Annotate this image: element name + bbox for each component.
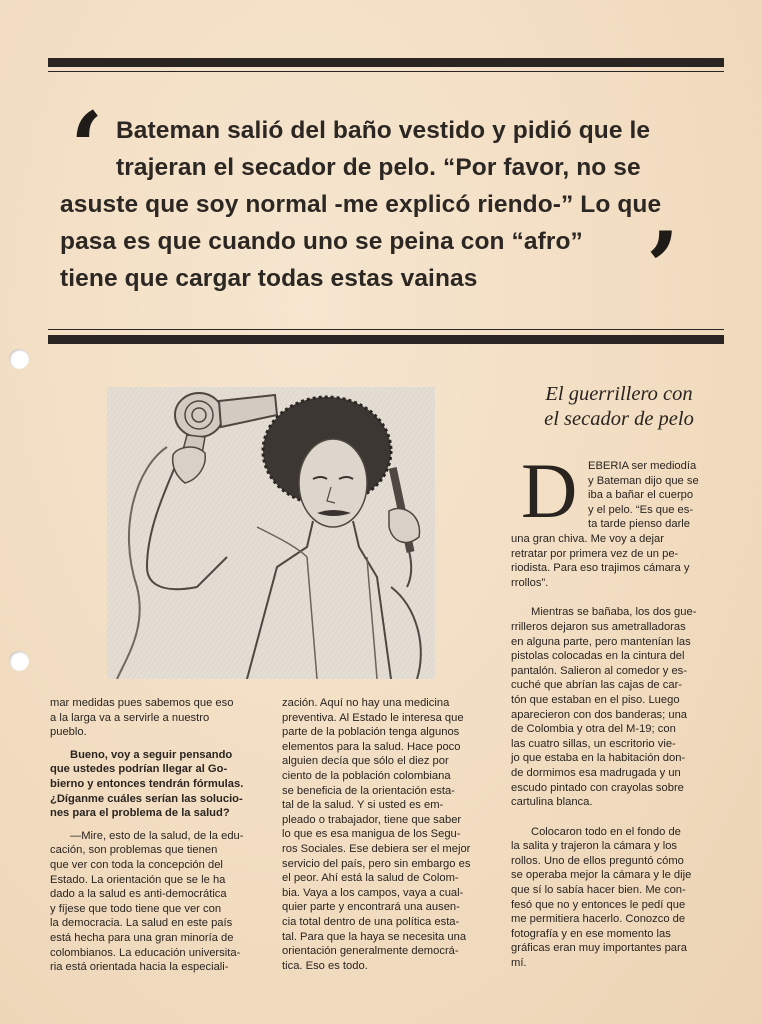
text-line: me permitiera hacerlo. Conozco de: [511, 913, 686, 926]
text-line: aparecieron con dos banderas; una: [511, 708, 688, 721]
article-title: [512, 382, 726, 432]
text-line: rrollos”.: [511, 576, 549, 589]
text-line: Colocaron todo en el fondo de: [531, 825, 681, 838]
text-line: rrilleros dejaron sus ametralladoras: [511, 620, 686, 633]
column-right: [511, 532, 729, 971]
text-line: jo que estaba en la habitación don-: [511, 752, 686, 765]
text-line: cuché que abrían las cajas de car-: [511, 679, 683, 692]
text-line: de dormimos esa madrugada y un: [511, 766, 681, 779]
text-line: retratar por primera vez de un pe-: [511, 547, 679, 560]
question-line: Bueno, voy a seguir pensando: [70, 748, 233, 761]
column-middle: [282, 696, 500, 973]
bottom-rule-thin: [48, 329, 724, 330]
text-line: en alguna parte, pero mantenían las: [511, 635, 691, 648]
text-line: ta tarde pienso darle: [588, 518, 690, 531]
punch-hole: [9, 651, 29, 671]
article-title-line: el secador de pelo: [544, 408, 694, 430]
text-line: y fíjese que todo tiene que ver con: [50, 902, 222, 915]
text-line: se operaba mejor la cámara y le dije: [511, 869, 692, 882]
text-line: iba a bañar el cuerpo: [588, 489, 694, 502]
column-right-lead: [588, 459, 728, 532]
column-left: [50, 696, 268, 975]
text-line: y el pelo. “Es que es-: [588, 503, 694, 516]
article-title-line: El guerrillero con: [545, 383, 693, 405]
close-quote-icon: ’: [646, 211, 680, 324]
text-line: una gran chiva. Me voy a dejar: [511, 533, 664, 545]
text-line: fotografía y en ese momento las: [511, 927, 671, 940]
pull-quote-line: Bateman salió del baño vestido y pidió que le: [116, 117, 651, 144]
text-line: pueblo.: [50, 726, 87, 739]
text-line: pantalón. Salieron al comedor y es-: [511, 664, 687, 677]
text-line: pistolas colocadas en la cintura del: [511, 650, 685, 663]
text-line: quier parte y encontrará una ausen-: [282, 901, 460, 914]
text-line: dado a la salud es anti-democrática: [50, 888, 227, 901]
text-line: a la larga va a servirle a nuestro: [50, 711, 210, 724]
text-line: elementos para la salud. Hace poco: [282, 740, 461, 753]
top-rule: [48, 58, 724, 67]
text-line: escudo pintado con crayolas sobre: [511, 781, 684, 794]
text-line: ria está orientada hacia la especiali-: [50, 961, 229, 974]
text-line: alguien decía que sólo el diez por: [282, 755, 449, 768]
question-line: ¿Díganme cuáles serían las solucio-: [50, 792, 243, 805]
pull-quote-block: [52, 91, 722, 324]
text-line: el peor. Ahí está la salud de Colom-: [282, 872, 459, 885]
text-line: está hecha para una gran minoría de: [50, 931, 234, 944]
top-rule-thin: [48, 71, 724, 72]
text-line: Mientras se bañaba, los dos gue-: [531, 606, 697, 619]
text-line: la democracia. La salud en este país: [50, 917, 233, 930]
pull-quote-line: tiene que cargar todas estas vainas: [60, 265, 478, 292]
text-line: las cuatro sillas, un escritorio vie-: [511, 737, 676, 750]
text-line: colombianos. La educación universita-: [50, 946, 241, 959]
open-quote-icon: ‘: [70, 91, 104, 204]
pull-quote-line: pasa es que cuando uno se peina con “afro”: [60, 228, 583, 255]
text-line: lo que es esa manigua de los Segu-: [282, 828, 461, 841]
question-line: nes para el problema de la salud?: [50, 807, 230, 820]
text-line: cación, son problemas que tienen: [50, 844, 218, 857]
text-line: ros Sociales. Ese debiera ser el mejor: [282, 842, 471, 855]
sketch-drawing: [107, 387, 435, 679]
text-line: que ver con toda la concepción del: [50, 858, 223, 871]
text-line: orientación generalmente democrá-: [282, 945, 459, 958]
text-line: parte de la población tenga algunos: [282, 726, 460, 739]
text-line: —Mire, esto de la salud, de la edu-: [70, 829, 244, 842]
text-line: fesó que no y entonces le pedí que: [511, 898, 686, 911]
text-line: cia total dentro de una política esta-: [282, 915, 460, 928]
punch-hole: [9, 349, 29, 369]
text-line: servicio del país, pero sin embargo es: [282, 857, 471, 870]
text-line: rollos. Uno de ellos preguntó cómo: [511, 854, 684, 867]
illustration-man-hairdryer: [107, 387, 435, 679]
text-line: mí.: [511, 957, 527, 970]
text-line: de Colombia y otra del M-19; con: [511, 723, 676, 736]
text-line: tica. Eso es todo.: [282, 959, 368, 972]
text-line: zación. Aquí no hay una medicina: [282, 697, 450, 709]
text-line: mar medidas pues sabemos que eso: [50, 697, 234, 709]
text-line: ciento de la población colombiana: [282, 769, 451, 782]
text-line: EBERIA ser mediodía: [588, 460, 697, 472]
question-line: que ustedes podrían llegar al Go-: [50, 763, 228, 776]
text-line: cartulina blanca.: [511, 796, 593, 809]
bottom-rule: [48, 335, 724, 344]
text-line: y Bateman dijo que se: [588, 474, 699, 487]
text-line: tal de la salud. Y si usted es em-: [282, 799, 444, 812]
text-line: pleado o trabajador, tiene que saber: [282, 813, 462, 826]
drop-cap: D: [521, 447, 578, 534]
text-line: tal. Para que la haya se necesita una: [282, 930, 467, 943]
text-line: preventiva. Al Estado le interesa que: [282, 711, 464, 724]
text-line: bia. Vaya a los campos, vaya a cual-: [282, 886, 464, 899]
text-line: gráficas eran muy importantes para: [511, 942, 687, 955]
text-line: riodista. Para eso trajimos cámara y: [511, 562, 690, 575]
text-line: la salita y trajeron la cámara y los: [511, 840, 678, 853]
pull-quote-line: trajeran el secador de pelo. “Por favor, no se: [116, 154, 641, 181]
text-line: se beneficia de la orientación esta-: [282, 784, 455, 797]
pull-quote-line: asuste que soy normal -me explicó riendo-” Lo que: [60, 191, 662, 218]
text-line: Estado. La orientación que se le ha: [50, 873, 226, 886]
text-line: tón que estaban en el piso. Luego: [511, 693, 680, 706]
text-line: que sí lo sabía hacer bien. Me con-: [511, 884, 686, 897]
question-line: bierno y entonces tendrán fórmulas.: [50, 777, 244, 790]
